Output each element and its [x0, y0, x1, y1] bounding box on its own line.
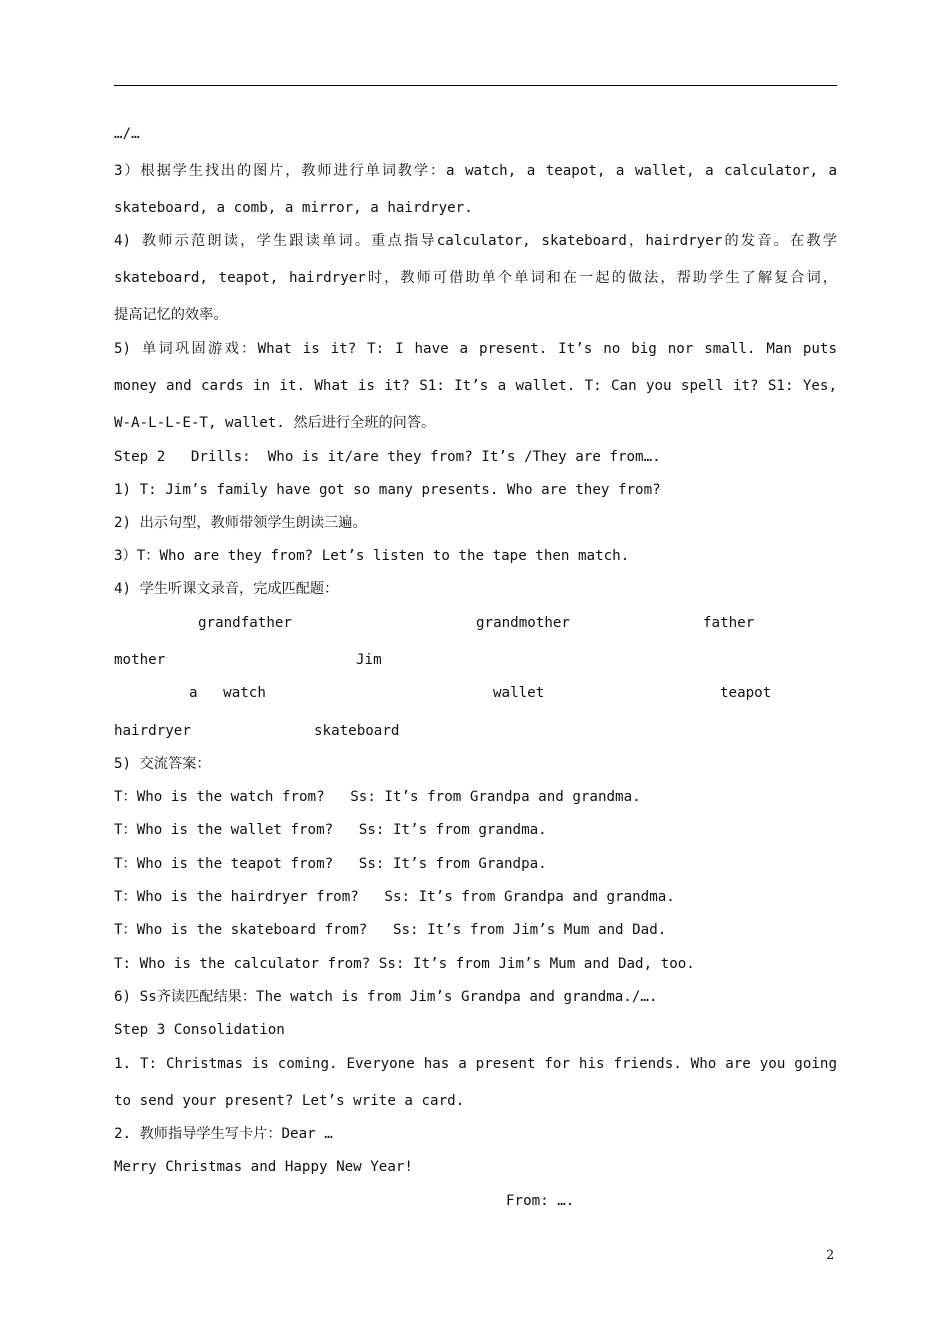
match-item-present: hairdryer [114, 723, 191, 739]
match-item-present: teapot [720, 685, 772, 701]
text-line: W-A-L-L-E-T, wallet. 然后进行全班的问答。 [114, 415, 436, 431]
match-item-person: mother [114, 652, 166, 668]
section-heading: Step 3 Consolidation [114, 1022, 285, 1038]
text-line: money and cards in it. What is it? S1: It’s a wallet. T: Can you spell it? S1: Yes, [114, 378, 837, 394]
text-line: to send your present? Let’s write a card. [114, 1093, 465, 1109]
text-line: 1) T: Jim’s family have got so many presents. Who are they from? [114, 482, 661, 498]
dialogue-line: T：Who is the skateboard from? Ss: It’s from Jim’s Mum and Dad. [114, 922, 667, 938]
match-item-present: skateboard [314, 723, 400, 739]
card-signature: From: …. [506, 1193, 575, 1209]
card-greeting: Merry Christmas and Happy New Year! [114, 1159, 413, 1175]
match-item-person: grandfather [198, 615, 292, 631]
header-rule [114, 85, 837, 86]
text-line: 4) 教师示范朗读，学生跟读单词。重点指导calculator, skateboard，hairdryer的发音。在教学 [114, 233, 837, 249]
text-line: skateboard, a comb, a mirror, a hairdryer. [114, 200, 473, 216]
text-line: 提高记忆的效率。 [114, 307, 228, 323]
text-line: 2. 教师指导学生写卡片：Dear … [114, 1126, 333, 1142]
dialogue-line: T：Who is the wallet from? Ss: It’s from grandma. [114, 822, 547, 838]
page-number: 2 [826, 1248, 835, 1263]
text-line: 6) Ss齐读匹配结果：The watch is from Jim’s Grandpa and grandma./…. [114, 989, 658, 1005]
dialogue-line: T：Who is the watch from? Ss: It’s from Grandpa and grandma. [114, 789, 641, 805]
match-item-present: a watch [189, 685, 266, 701]
text-line: 5) 交流答案： [114, 756, 211, 772]
text-line: 3）根据学生找出的图片，教师进行单词教学：a watch, a teapot, a wallet, a calculator, a [114, 163, 837, 179]
text-line: …/… [114, 126, 140, 142]
match-item-person: Jim [356, 652, 382, 668]
text-line: 5) 单词巩固游戏：What is it? T: I have a present. It’s no big nor small. Man puts [114, 341, 837, 357]
match-item-person: grandmother [476, 615, 570, 631]
text-line: 1. T: Christmas is coming. Everyone has a present for his friends. Who are you going [114, 1056, 837, 1072]
match-item-present: wallet [493, 685, 545, 701]
text-line: 2) 出示句型，教师带领学生朗读三遍。 [114, 515, 367, 531]
dialogue-line: T：Who is the teapot from? Ss: It’s from Grandpa. [114, 856, 547, 872]
dialogue-line: T：Who is the hairdryer from? Ss: It’s from Grandpa and grandma. [114, 889, 675, 905]
dialogue-line: T: Who is the calculator from? Ss: It’s from Jim’s Mum and Dad, too. [114, 956, 695, 972]
match-item-person: father [703, 615, 755, 631]
text-line: 3）T：Who are they from? Let’s listen to the tape then match. [114, 548, 630, 564]
text-line: Step 2 Drills: Who is it/are they from? It’s /They are from…. [114, 449, 661, 465]
text-line: skateboard, teapot, hairdryer时，教师可借助单个单词和在一起的做法，帮助学生了解复合词， [114, 270, 837, 286]
text-line: 4) 学生听课文录音，完成匹配题： [114, 581, 339, 597]
